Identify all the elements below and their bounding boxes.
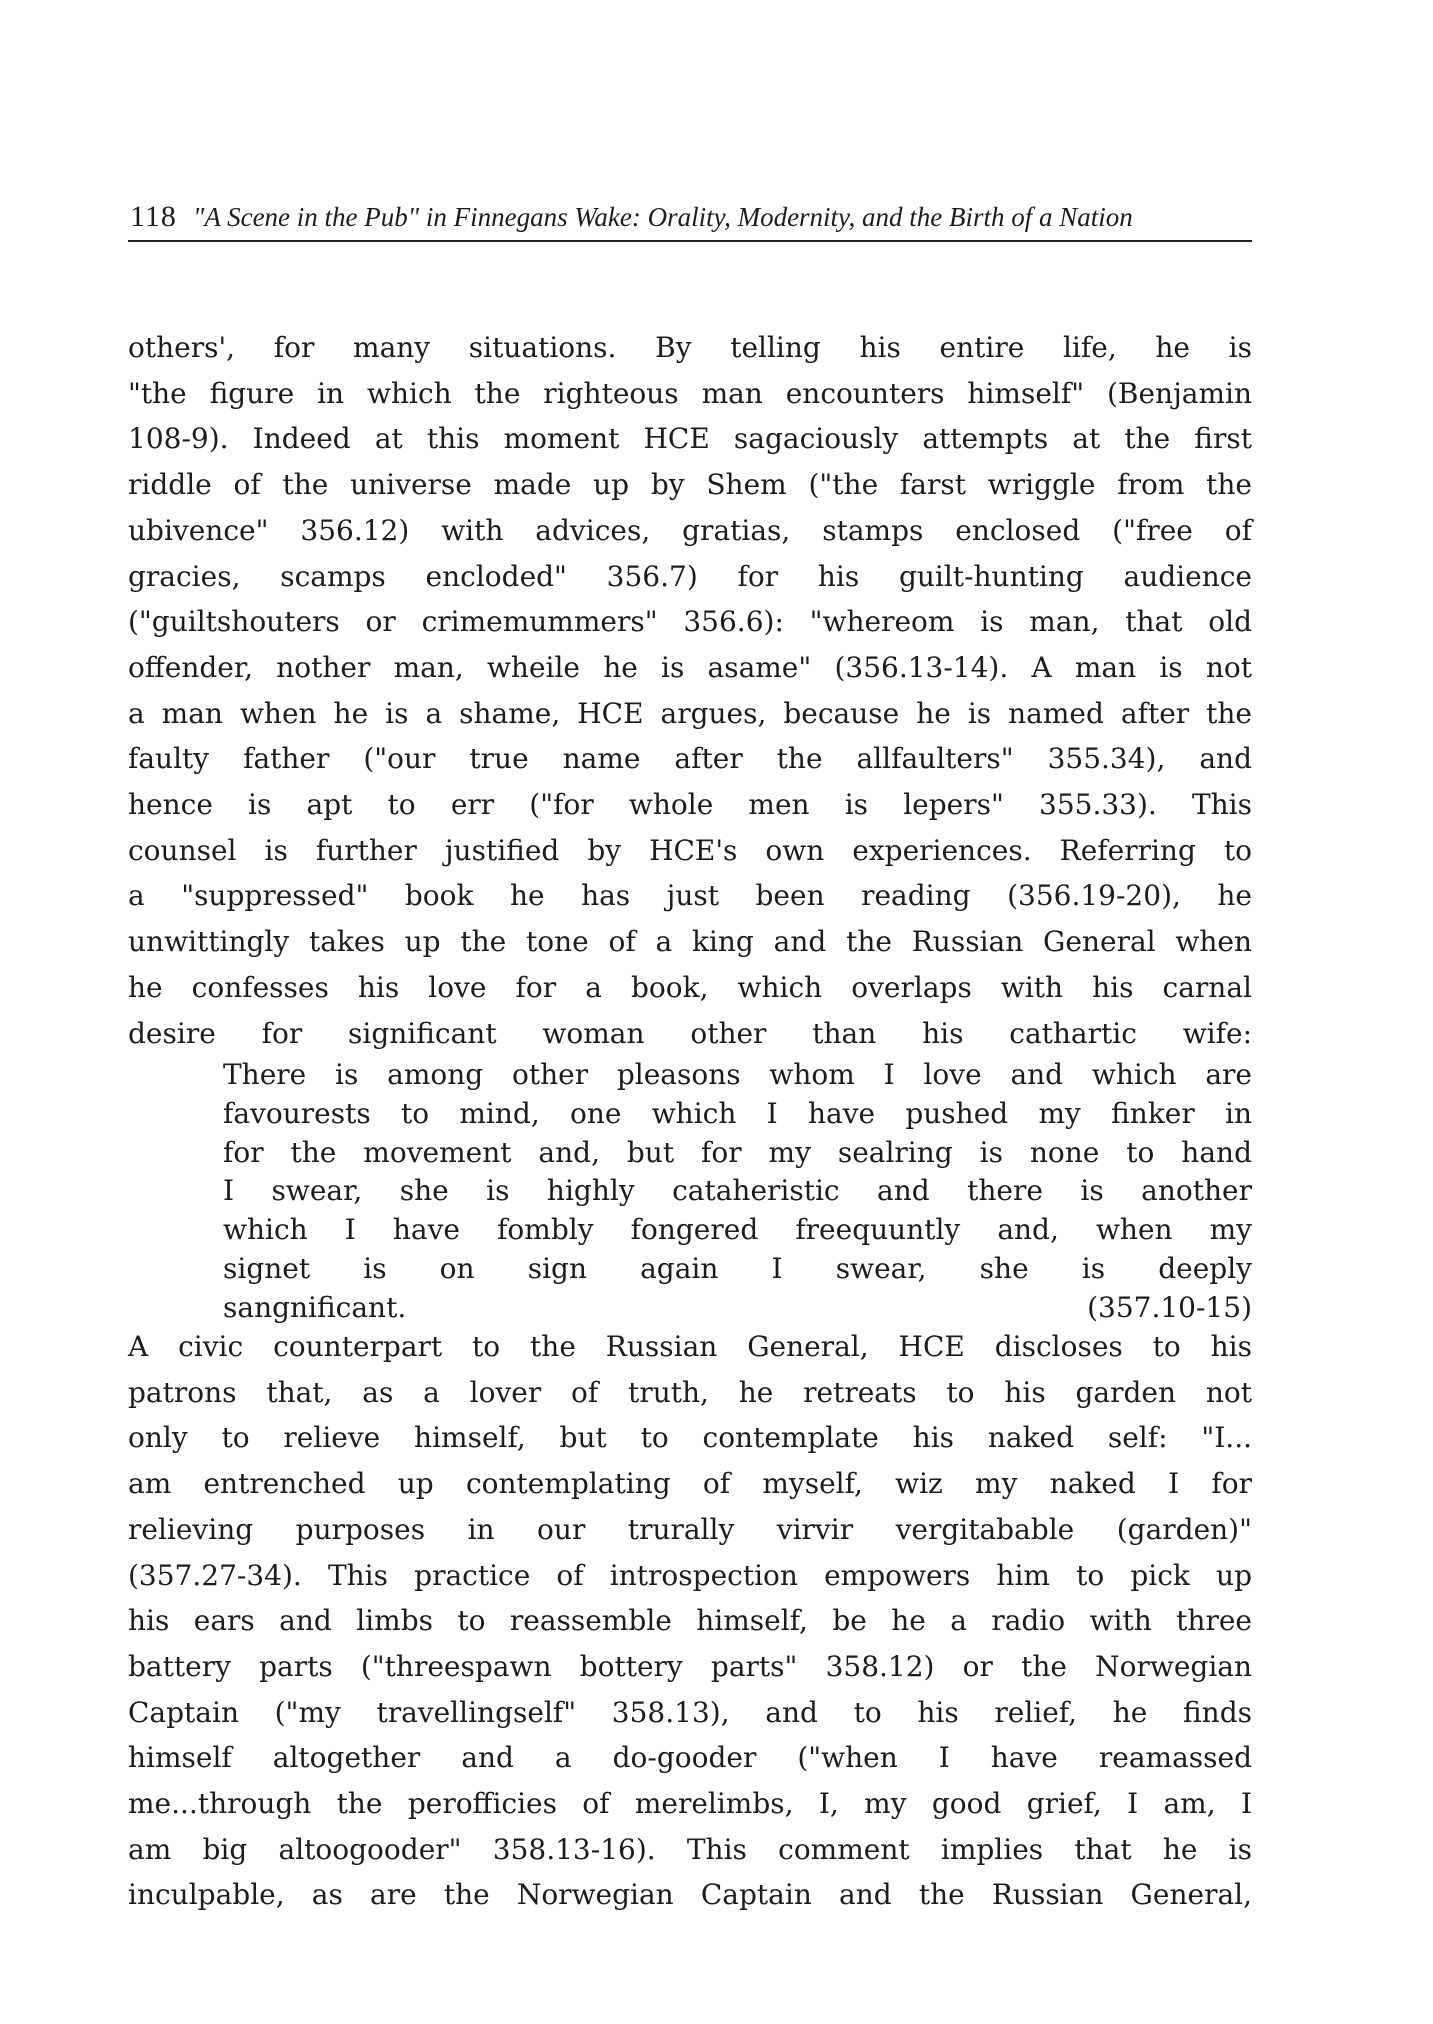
text-line: unwittingly takes up the tone of a king and the Russian General when [128,925,1252,959]
text-line: a man when he is a shame, HCE argues, because he is named after the [128,696,1252,730]
text-line: battery parts ("threespawn bottery parts" 358.12) or the Norwegian [128,1649,1252,1683]
running-title: "A Scene in the Pub" in Finnegans Wake: Orality, Modernity, and the Birth of a Nation [193,202,1133,232]
block-quote [223,1056,1252,1328]
page-number: 118 [130,200,177,233]
quote-line: favourests to mind, one which I have pushed my finker in [223,1096,1252,1130]
text-line: gracies, scamps encloded" 356.7) for his guilt-hunting audience [128,559,1252,593]
text-line: counsel is further justified by HCE's own experiences. Referring to [128,833,1252,867]
text-line: am entrenched up contemplating of myself, wiz my naked I for [128,1467,1252,1501]
quote-citation: (357.10-15) [1087,1290,1252,1324]
quote-last-line [223,1289,1252,1328]
text-line: ("guiltshouters or crimemummers" 356.6): "whereom is man, that old [128,605,1252,639]
text-line: Captain ("my travellingself" 358.13), and to his relief, he finds [128,1695,1252,1729]
text-line: "the figure in which the righteous man encounters himself" (Benjamin [128,376,1252,410]
text-line: inculpable, as are the Norwegian Captain and the Russian General, [128,1878,1252,1912]
paragraph-2 [128,1324,1252,1918]
paragraph-1 [128,325,1252,1056]
text-line: himself altogether and a do-gooder ("when I have reamassed [128,1741,1252,1775]
text-line: a "suppressed" book he has just been reading (356.19-20), he [128,879,1252,913]
text-line: A civic counterpart to the Russian General, HCE discloses to his [128,1330,1252,1363]
text-line: ubivence" 356.12) with advices, gratias, stamps enclosed ("free of [128,513,1252,547]
text-line: faulty father ("our true name after the allfaulters" 355.34), and [128,742,1252,776]
quote-line: for the movement and, but for my sealring is none to hand [223,1135,1252,1169]
quote-line: There is among other pleasons whom I love and which are [223,1058,1252,1091]
text-line: others', for many situations. By telling his entire life, he is [128,331,1252,364]
text-line: 108-9). Indeed at this moment HCE sagaciously attempts at the first [128,422,1252,456]
text-line: riddle of the universe made up by Shem ("the farst wriggle from the [128,468,1252,502]
text-line: offender, nother man, wheile he is asame" (356.13-14). A man is not [128,650,1252,684]
text-line: (357.27-34). This practice of introspection empowers him to pick up [128,1558,1252,1592]
running-header [128,198,1252,242]
text-line: me...through the perofficies of merelimbs, I, my good grief, I am, I [128,1787,1252,1821]
text-line: relieving purposes in our trurally virvir vergitabable (garden)" [128,1512,1252,1546]
text-line: only to relieve himself, but to contemplate his naked self: "I... [128,1421,1252,1455]
text-line: hence is apt to err ("for whole men is lepers" 355.33). This [128,788,1252,822]
text-line: desire for significant woman other than his cathartic wife: [128,1016,1252,1050]
text-line: his ears and limbs to reassemble himself, be he a radio with three [128,1604,1252,1638]
quote-line: signet is on sign again I swear, she is deeply [223,1251,1252,1285]
text-line: am big altoogooder" 358.13-16). This comment implies that he is [128,1832,1252,1866]
text-line: patrons that, as a lover of truth, he retreats to his garden not [128,1375,1252,1409]
quote-line: which I have fombly fongered freequuntly and, when my [223,1213,1252,1247]
quote-line: sangnificant. [223,1290,407,1324]
quote-line: I swear, she is highly cataheristic and there is another [223,1174,1252,1208]
text-line: he confesses his love for a book, which overlaps with his carnal [128,970,1252,1004]
